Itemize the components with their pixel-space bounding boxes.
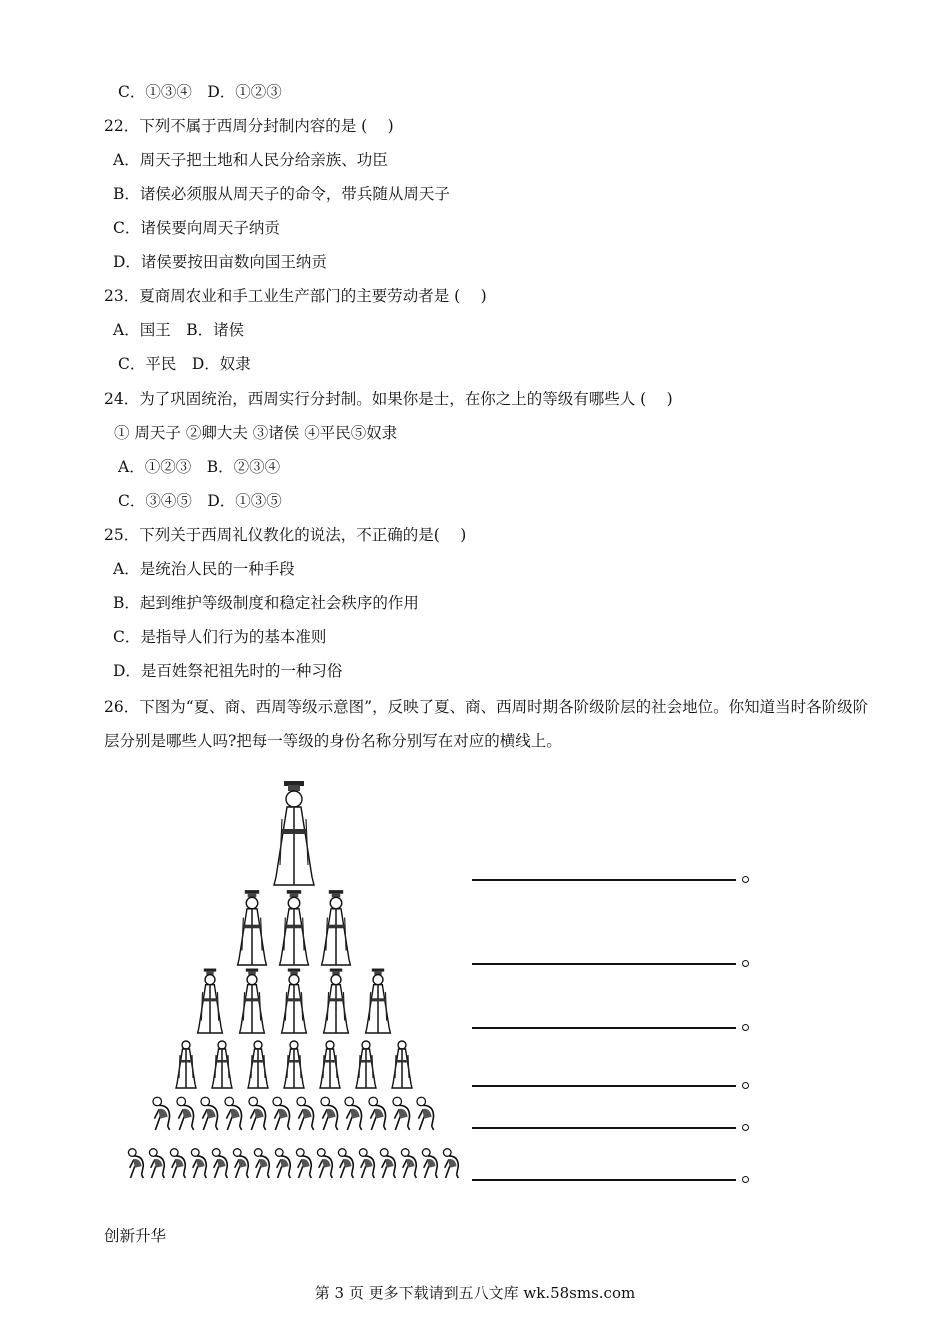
- person-figure: [401, 1149, 416, 1178]
- q21-options-cd: C．①③④ D．①②③: [118, 83, 282, 101]
- person-figure: [176, 1041, 196, 1088]
- person-figure: [273, 1097, 290, 1130]
- question-25: 25．下列关于西周礼仪教化的说法，不正确的是( ): [104, 526, 467, 544]
- person-figure: [198, 969, 223, 1033]
- person-figure: [297, 1097, 314, 1130]
- person-figure: [233, 1149, 248, 1178]
- person-figure: [254, 1149, 269, 1178]
- question-26: 26．下图为“夏、商、西周等级示意图”，反映了夏、商、西周时期各阶级阶层的社会地位。你知道当时各阶级阶层分别是哪些人吗?把每一等级的身份名称分别写在对应的横线上。: [104, 698, 869, 750]
- q24-options-ab: A．①②③ B．②③④: [118, 458, 281, 476]
- hierarchy-pyramid-figure: [118, 780, 478, 1190]
- person-figure: [240, 969, 265, 1033]
- q24-choices: ① 周天子 ②卿大夫 ③诸侯 ④平民⑤奴隶: [114, 424, 398, 442]
- person-figure: [366, 969, 391, 1033]
- tier-6: [128, 1149, 458, 1178]
- section-title: 创新升华: [104, 1227, 167, 1245]
- q22-option-a: A．周天子把土地和人民分给亲族、功臣: [113, 151, 388, 169]
- person-figure: [249, 1097, 266, 1130]
- q25-option-c: C．是指导人们行为的基本准则: [113, 628, 327, 646]
- person-figure: [248, 1041, 268, 1088]
- person-figure: [284, 1041, 304, 1088]
- person-figure: [170, 1149, 185, 1178]
- person-figure: [275, 1149, 290, 1178]
- person-figure: [321, 1097, 338, 1130]
- person-figure: [392, 1041, 412, 1088]
- tier-5: [153, 1097, 434, 1130]
- question-23: 23．夏商周农业和手工业生产部门的主要劳动者是 ( ): [104, 287, 487, 305]
- person-figure: [191, 1149, 206, 1178]
- q22-option-d: D．诸侯要按田亩数向国王纳贡: [113, 253, 327, 271]
- tier-1: [274, 781, 314, 885]
- q24-options-cd: C．③④⑤ D．①③⑤: [118, 492, 282, 510]
- person-figure: [296, 1149, 311, 1178]
- person-figure: [177, 1097, 194, 1130]
- person-figure: [359, 1149, 374, 1178]
- person-figure: [356, 1041, 376, 1088]
- q22-option-b: B．诸侯必须服从周天子的命令，带兵随从周天子: [113, 185, 450, 203]
- page-footer: 第 3 页 更多下载请到五八文库 wk.58sms.com: [314, 1284, 636, 1302]
- tier-2: [238, 890, 351, 965]
- person-figure: [212, 1149, 227, 1178]
- person-figure: [128, 1149, 143, 1178]
- q25-option-a: A．是统治人民的一种手段: [113, 560, 295, 578]
- person-figure: [282, 969, 307, 1033]
- q23-options-cd: C．平民 D．奴隶: [118, 355, 251, 373]
- person-figure: [320, 1041, 340, 1088]
- question-22: 22．下列不属于西周分封制内容的是 ( ): [104, 117, 394, 135]
- person-figure: [280, 890, 309, 965]
- person-figure: [153, 1097, 170, 1130]
- question-24: 24．为了巩固统治，西周实行分封制。如果你是士，在你之上的等级有哪些人 ( ): [104, 390, 673, 408]
- person-figure: [338, 1149, 353, 1178]
- person-figure: [322, 890, 351, 965]
- person-figure: [225, 1097, 242, 1130]
- person-figure: [324, 969, 349, 1033]
- person-figure: [417, 1097, 434, 1130]
- person-figure: [393, 1097, 410, 1130]
- person-figure: [369, 1097, 386, 1130]
- q22-option-c: C．诸侯要向周天子纳贡: [113, 219, 280, 237]
- person-figure: [317, 1149, 332, 1178]
- person-figure: [422, 1149, 437, 1178]
- tier-4: [176, 1041, 412, 1088]
- person-figure: [212, 1041, 232, 1088]
- person-figure: [238, 890, 267, 965]
- person-figure: [201, 1097, 218, 1130]
- q23-options-ab: A．国王 B．诸侯: [113, 321, 245, 339]
- tier-3: [198, 969, 391, 1033]
- person-figure: [274, 781, 314, 885]
- person-figure: [380, 1149, 395, 1178]
- q25-option-b: B．起到维护等级制度和稳定社会秩序的作用: [113, 594, 419, 612]
- person-figure: [149, 1149, 164, 1178]
- person-figure: [345, 1097, 362, 1130]
- q25-option-d: D．是百姓祭祀祖先时的一种习俗: [113, 662, 343, 680]
- person-figure: [443, 1149, 458, 1178]
